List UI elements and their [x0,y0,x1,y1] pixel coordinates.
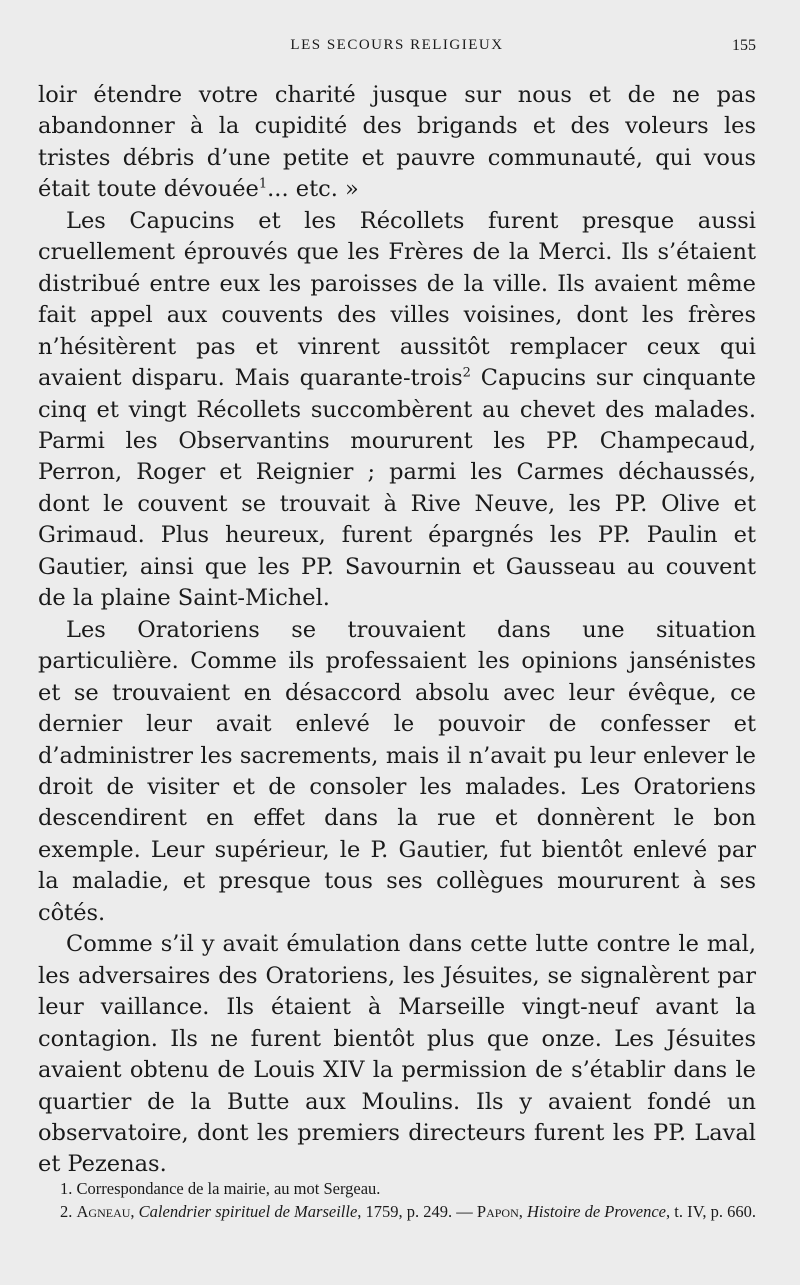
body-text [38,80,756,1181]
paragraph [38,929,756,1181]
author-name: Agneau [76,1202,131,1221]
text-run: , [518,1202,528,1221]
page-number: 155 [732,37,756,54]
footnote-ref: 1 [258,176,268,192]
italic-title: Calendrier spirituel de Marseille [138,1202,358,1221]
footnote-ref: 2 [462,365,471,381]
footnote [38,1200,756,1223]
text-run: 2. [60,1202,77,1221]
paragraph [38,80,756,206]
paragraph [38,615,756,930]
text-run: Comme s’il y avait émulation dans cette lutte contre le mal, les adversaires des Oratoriens, les Jésuites, se signalèrent par leur vaillance. Ils étaient à Marseille vingt-neuf avant la contagion. Ils ne furent bientôt plus que onze. Les Jésuites avaient obtenu de Louis XIV la permission de s’établir dans le quartier de la Butte aux Moulins. Ils y avaient fondé un observatoire, dont les premiers directeurs furent les PP. Laval et Pezenas. [38,931,756,1178]
running-head: LES SECOURS RELIGIEUX [290,37,504,53]
text-run: , t. IV, p. 660. [666,1202,756,1221]
footnote [38,1177,756,1200]
text-run: loir étendre votre charité jusque sur nous et de ne pas abandonner à la cupidité des brigands et des voleurs les tristes débris d’une petite et pauvre communauté, qui vous était toute dévouée [38,82,756,203]
text-run: Les Oratoriens se trouvaient dans une situation particulière. Comme ils professaient les opinions jansénistes et se trouvaient en désaccord absolu avec leur évêque, ce dernier leur avait enlevé le pouvoir de confesser et d’administrer les sacrements, mais il n’avait pu leur enlever le droit de visiter et de consoler les malades. Les Oratoriens descendirent en effet dans la rue et donnèrent le bon exemple. Leur supérieur, le P. Gautier, fut bientôt enlevé par la maladie, et presque tous ses collègues moururent à ses côtés. [38,616,756,926]
footnotes [38,1177,756,1223]
text-run: , [130,1202,139,1221]
text-run: , 1759, p. 249. — [357,1202,477,1221]
text-run: 1. Correspondance de la mairie, au mot Sergeau. [60,1179,381,1198]
author-name: Papon [476,1202,519,1221]
text-run: Capucins sur cinquante cinq et vingt Récollets succombèrent au chevet des malades. Parmi les Observantins moururent les PP. Champecaud, Perron, Roger et Reignier ; parmi les Carmes déchaussés, dont le couvent se trouvait à Rive Neuve, les PP. Olive et Grimaud. Plus heureux, furent épargnés les PP. Paulin et Gautier, ainsi que les PP. Savournin et Gausseau au couvent de la plaine Saint-Michel. [38,365,756,612]
page-header [38,37,756,59]
text-run: Les Capucins et les Récollets furent presque aussi cruellement éprouvés que les Frères de la Merci. Ils s’étaient distribué entre eux les paroisses de la ville. Ils avaient même fait appel aux couvents des villes voisines, dont les frères n’hésitèrent pas et vinrent aussitôt remplacer ceux qui avaient disparu. Mais quarante-trois [38,207,756,392]
text-run: ... etc. » [267,176,359,203]
paragraph [38,206,756,615]
italic-title: Histoire de Provence [527,1202,666,1221]
